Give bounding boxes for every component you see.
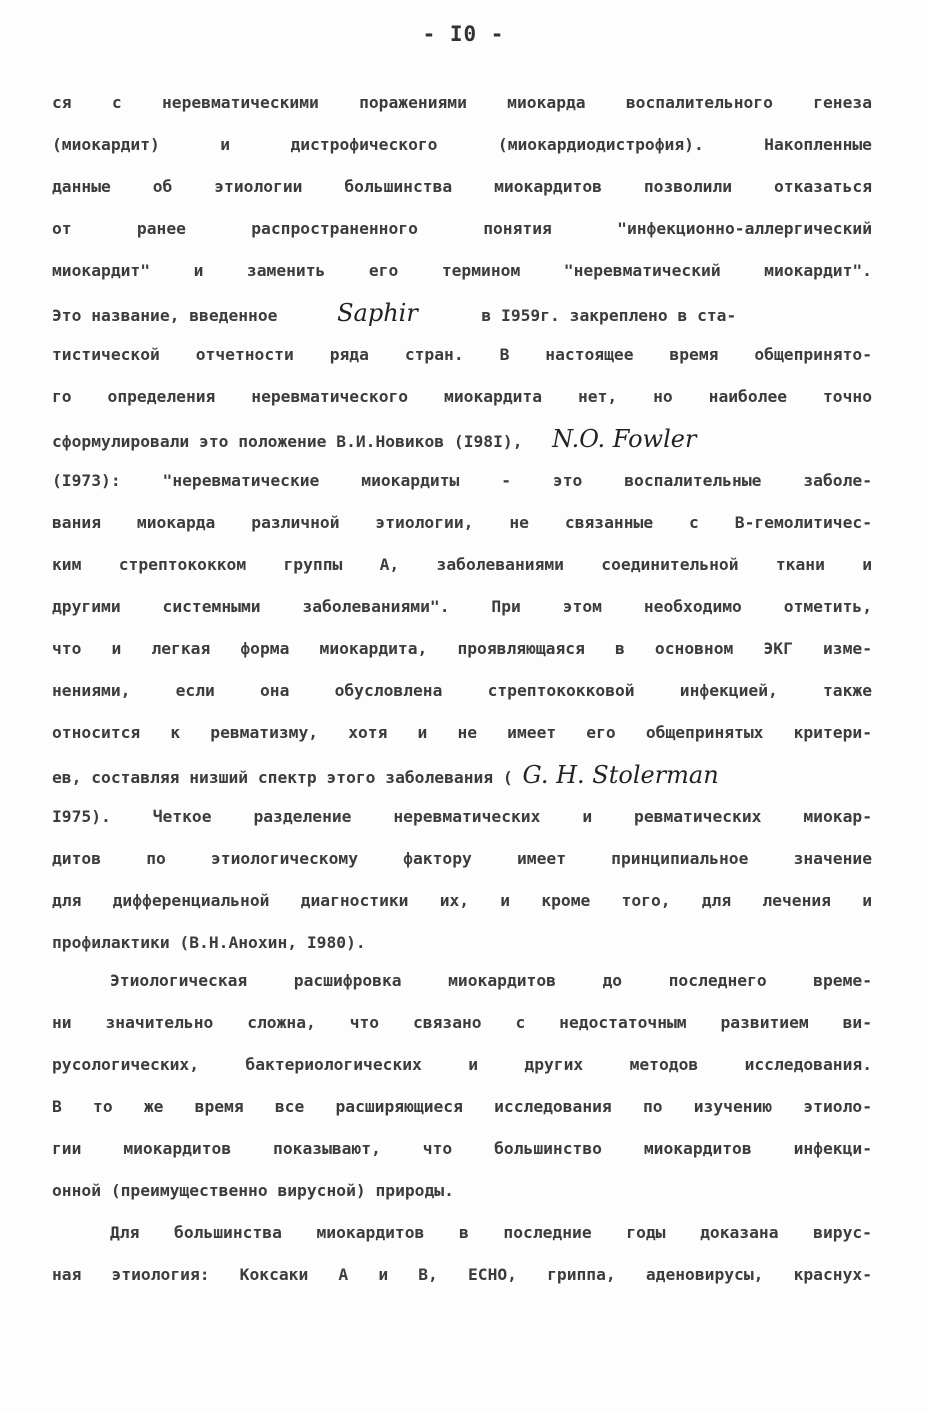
text-line: миокардит" и заменить его термином "неревматический миокардит". [52,261,872,280]
text-line: относится к ревматизму, хотя и не имеет его общепринятых критери- [52,723,872,742]
handwritten-name: Saphir [337,299,418,327]
text-line: ся с неревматическими поражениями миокарда воспалительного генеза [52,93,872,112]
text-line: онной (преимущественно вирусной) природы. [52,1181,454,1200]
text-line: (миокардит) и дистрофического (миокардиодистрофия). Накопленные [52,135,872,154]
text-line: I975). Четкое разделение неревматических и ревматических миокар- [52,807,872,826]
text-line [52,298,872,328]
text-line: В то же время все расширяющиеся исследования по изучению этиоло- [52,1097,872,1116]
text-line: гии миокардитов показывают, что большинство миокардитов инфекци- [52,1139,872,1158]
page-number: - I0 - [422,22,505,46]
text-line: ким стрептококком группы А, заболеваниями соединительной ткани и [52,555,872,574]
text-line: русологических, бактериологических и других методов исследования. [52,1055,872,1074]
text-segment: сформулировали это положение В.И.Новиков (I98I), [52,432,523,451]
text-line: нениями, если она обусловлена стрептококковой инфекцией, также [52,681,872,700]
text-line: ни значительно сложна, что связано с недостаточным развитием ви- [52,1013,872,1032]
text-line: тистической отчетности ряда стран. В настоящее время общепринято- [52,345,872,364]
text-line: что и легкая форма миокардита, проявляющаяся в основном ЭКГ изме- [52,639,872,658]
text-segment: в I959г. закреплено в ста- [481,306,737,325]
text-line: (I973): "неревматические миокардиты - это воспалительные заболе- [52,471,872,490]
text-line: вания миокарда различной этиологии, не связанные с В-гемолитичес- [52,513,872,532]
handwritten-name: G. H. Stolerman [522,761,719,789]
text-segment: ев, составляя низший спектр этого заболевания ( [52,768,513,787]
text-line: Этиологическая расшифровка миокардитов до последнего време- [110,971,872,990]
text-line: профилактики (В.Н.Анохин, I980). [52,933,366,952]
text-line [52,424,872,454]
text-line: от ранее распространенного понятия "инфекционно-аллергический [52,219,872,238]
text-line: дитов по этиологическому фактору имеет принципиальное значение [52,849,872,868]
text-line: для дифференциальной диагностики их, и кроме того, для лечения и [52,891,872,910]
text-line: ная этиология: Коксаки А и В, ЕСНО, гриппа, аденовирусы, краснух- [52,1265,872,1284]
text-line [52,760,872,790]
text-segment: Это название, введенное [52,306,278,325]
text-line: данные об этиологии большинства миокардитов позволили отказаться [52,177,872,196]
handwritten-name: N.O. Fowler [552,425,697,453]
text-line: другими системными заболеваниями". При этом необходимо отметить, [52,597,872,616]
text-line: го определения неревматического миокардита нет, но наиболее точно [52,387,872,406]
text-line: Для большинства миокардитов в последние годы доказана вирус- [110,1223,872,1242]
